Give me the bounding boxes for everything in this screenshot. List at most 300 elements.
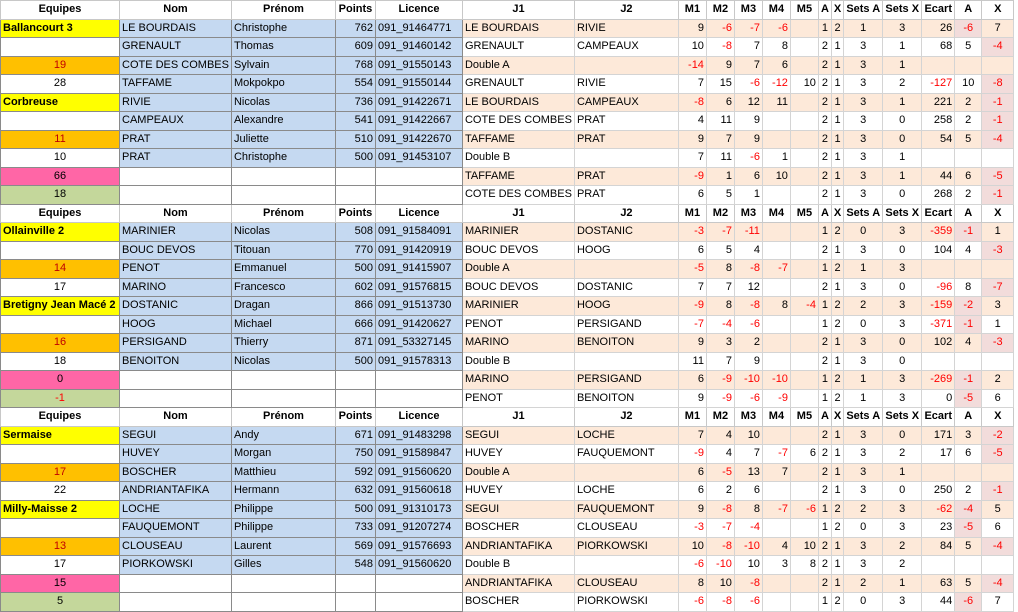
ecart-cell[interactable]: 0 <box>922 389 955 408</box>
j2-cell[interactable]: PIORKOWSKI <box>574 593 678 612</box>
result-x-cell[interactable]: -1 <box>982 93 1014 112</box>
set-score-cell[interactable]: -8 <box>706 38 734 57</box>
column-header[interactable]: M1 <box>678 204 706 223</box>
j1-cell[interactable]: COTE DES COMBES <box>462 112 574 131</box>
set-score-cell[interactable]: -6 <box>734 75 762 94</box>
points-cell[interactable]: 871 <box>335 334 375 353</box>
j2-cell[interactable]: BENOITON <box>574 389 678 408</box>
j1-cell[interactable]: PENOT <box>462 315 574 334</box>
result-x-cell[interactable]: -4 <box>982 574 1014 593</box>
j2-cell[interactable]: PERSIGAND <box>574 371 678 390</box>
set-score-cell[interactable]: 3 <box>706 334 734 353</box>
prenom-cell[interactable]: Michael <box>231 315 335 334</box>
team-cell[interactable] <box>1 241 120 260</box>
set-score-cell[interactable]: 12 <box>734 93 762 112</box>
sets-x-cell[interactable]: 3 <box>883 223 922 242</box>
j2-cell[interactable] <box>574 260 678 279</box>
team-cell[interactable] <box>1 112 120 131</box>
x-cell[interactable]: 1 <box>831 241 843 260</box>
ecart-cell[interactable]: 26 <box>922 19 955 38</box>
team-cell[interactable]: 22 <box>1 482 120 501</box>
column-header[interactable]: J1 <box>462 408 574 427</box>
x-cell[interactable]: 2 <box>831 297 843 316</box>
j1-cell[interactable]: GRENAULT <box>462 75 574 94</box>
nom-cell[interactable]: HUVEY <box>120 445 232 464</box>
set-score-cell[interactable]: 9 <box>678 130 706 149</box>
team-cell[interactable] <box>1 315 120 334</box>
j1-cell[interactable]: MARINO <box>462 371 574 390</box>
column-header[interactable]: A <box>955 408 982 427</box>
sets-x-cell[interactable]: 1 <box>883 463 922 482</box>
set-score-cell[interactable]: 7 <box>678 149 706 168</box>
licence-cell[interactable]: 091_91420919 <box>375 241 462 260</box>
points-cell[interactable]: 733 <box>335 519 375 538</box>
set-score-cell[interactable]: 4 <box>734 241 762 260</box>
points-cell[interactable]: 500 <box>335 260 375 279</box>
points-cell[interactable]: 500 <box>335 352 375 371</box>
sets-x-cell[interactable]: 3 <box>883 371 922 390</box>
prenom-cell[interactable]: Morgan <box>231 445 335 464</box>
sets-x-cell[interactable]: 0 <box>883 352 922 371</box>
prenom-cell[interactable]: Alexandre <box>231 112 335 131</box>
column-header[interactable]: Ecart <box>922 1 955 20</box>
column-header[interactable]: Licence <box>375 1 462 20</box>
column-header[interactable]: X <box>982 408 1014 427</box>
set-score-cell[interactable]: -10 <box>762 371 790 390</box>
points-cell[interactable] <box>335 186 375 205</box>
set-score-cell[interactable] <box>790 260 818 279</box>
set-score-cell[interactable]: 6 <box>678 463 706 482</box>
ecart-cell[interactable] <box>922 149 955 168</box>
set-score-cell[interactable]: -7 <box>762 260 790 279</box>
a-cell[interactable]: 2 <box>818 38 831 57</box>
set-score-cell[interactable]: 9 <box>678 334 706 353</box>
sets-x-cell[interactable]: 0 <box>883 186 922 205</box>
result-x-cell[interactable]: -1 <box>982 482 1014 501</box>
a-cell[interactable]: 2 <box>818 241 831 260</box>
j2-cell[interactable]: HOOG <box>574 297 678 316</box>
set-score-cell[interactable]: 8 <box>762 297 790 316</box>
x-cell[interactable]: 2 <box>831 223 843 242</box>
ecart-cell[interactable]: -371 <box>922 315 955 334</box>
j2-cell[interactable]: CLOUSEAU <box>574 519 678 538</box>
a-cell[interactable]: 2 <box>818 167 831 186</box>
j1-cell[interactable]: Double B <box>462 149 574 168</box>
set-score-cell[interactable]: 9 <box>706 56 734 75</box>
result-x-cell[interactable] <box>982 260 1014 279</box>
licence-cell[interactable]: 091_91483298 <box>375 426 462 445</box>
set-score-cell[interactable]: 8 <box>762 38 790 57</box>
ecart-cell[interactable]: 68 <box>922 38 955 57</box>
prenom-cell[interactable]: Sylvain <box>231 56 335 75</box>
sets-a-cell[interactable]: 2 <box>844 297 883 316</box>
result-x-cell[interactable]: -3 <box>982 241 1014 260</box>
team-cell[interactable]: 10 <box>1 149 120 168</box>
result-a-cell[interactable]: 8 <box>955 278 982 297</box>
prenom-cell[interactable]: Nicolas <box>231 352 335 371</box>
column-header[interactable]: M1 <box>678 1 706 20</box>
points-cell[interactable]: 569 <box>335 537 375 556</box>
column-header[interactable]: X <box>831 408 843 427</box>
licence-cell[interactable]: 091_91560620 <box>375 463 462 482</box>
sets-x-cell[interactable]: 1 <box>883 574 922 593</box>
team-cell[interactable]: 16 <box>1 334 120 353</box>
ecart-cell[interactable]: -62 <box>922 500 955 519</box>
set-score-cell[interactable]: -10 <box>734 537 762 556</box>
sets-a-cell[interactable]: 3 <box>844 278 883 297</box>
team-cell[interactable]: Corbreuse <box>1 93 120 112</box>
set-score-cell[interactable]: -9 <box>678 445 706 464</box>
licence-cell[interactable]: 091_91578313 <box>375 352 462 371</box>
sets-x-cell[interactable]: 3 <box>883 260 922 279</box>
set-score-cell[interactable]: -6 <box>790 500 818 519</box>
column-header[interactable]: X <box>982 204 1014 223</box>
set-score-cell[interactable] <box>790 19 818 38</box>
licence-cell[interactable] <box>375 186 462 205</box>
licence-cell[interactable]: 091_91460142 <box>375 38 462 57</box>
set-score-cell[interactable] <box>762 241 790 260</box>
j1-cell[interactable]: MARINIER <box>462 223 574 242</box>
points-cell[interactable]: 500 <box>335 149 375 168</box>
j2-cell[interactable]: CAMPEAUX <box>574 38 678 57</box>
result-x-cell[interactable]: -3 <box>982 334 1014 353</box>
column-header[interactable]: M4 <box>762 204 790 223</box>
ecart-cell[interactable] <box>922 556 955 575</box>
sets-x-cell[interactable]: 3 <box>883 500 922 519</box>
column-header[interactable]: M2 <box>706 1 734 20</box>
a-cell[interactable]: 1 <box>818 19 831 38</box>
sets-x-cell[interactable]: 3 <box>883 19 922 38</box>
result-x-cell[interactable]: -1 <box>982 186 1014 205</box>
j1-cell[interactable]: COTE DES COMBES <box>462 186 574 205</box>
points-cell[interactable] <box>335 593 375 612</box>
ecart-cell[interactable] <box>922 260 955 279</box>
j1-cell[interactable]: BOUC DEVOS <box>462 241 574 260</box>
result-a-cell[interactable]: 5 <box>955 130 982 149</box>
set-score-cell[interactable] <box>790 315 818 334</box>
sets-a-cell[interactable]: 3 <box>844 556 883 575</box>
set-score-cell[interactable]: 8 <box>706 297 734 316</box>
nom-cell[interactable] <box>120 593 232 612</box>
prenom-cell[interactable]: Andy <box>231 426 335 445</box>
set-score-cell[interactable]: 6 <box>678 186 706 205</box>
a-cell[interactable]: 2 <box>818 334 831 353</box>
column-header[interactable]: M5 <box>790 1 818 20</box>
result-a-cell[interactable] <box>955 463 982 482</box>
set-score-cell[interactable]: 7 <box>678 75 706 94</box>
set-score-cell[interactable] <box>790 334 818 353</box>
set-score-cell[interactable] <box>790 426 818 445</box>
j1-cell[interactable]: Double A <box>462 463 574 482</box>
nom-cell[interactable] <box>120 574 232 593</box>
sets-x-cell[interactable]: 2 <box>883 537 922 556</box>
set-score-cell[interactable]: 2 <box>706 482 734 501</box>
column-header[interactable]: Sets A <box>844 204 883 223</box>
team-cell[interactable]: Sermaise <box>1 426 120 445</box>
j1-cell[interactable]: TAFFAME <box>462 130 574 149</box>
a-cell[interactable]: 2 <box>818 75 831 94</box>
result-x-cell[interactable]: -8 <box>982 75 1014 94</box>
result-a-cell[interactable]: -4 <box>955 500 982 519</box>
nom-cell[interactable]: PERSIGAND <box>120 334 232 353</box>
column-header[interactable]: M2 <box>706 204 734 223</box>
licence-cell[interactable]: 091_91513730 <box>375 297 462 316</box>
sets-x-cell[interactable]: 0 <box>883 241 922 260</box>
ecart-cell[interactable] <box>922 352 955 371</box>
column-header[interactable]: A <box>818 408 831 427</box>
result-a-cell[interactable]: 3 <box>955 426 982 445</box>
set-score-cell[interactable] <box>790 223 818 242</box>
set-score-cell[interactable]: -3 <box>678 519 706 538</box>
sets-x-cell[interactable]: 2 <box>883 445 922 464</box>
x-cell[interactable]: 1 <box>831 334 843 353</box>
set-score-cell[interactable] <box>790 574 818 593</box>
sets-a-cell[interactable]: 3 <box>844 38 883 57</box>
nom-cell[interactable]: TAFFAME <box>120 75 232 94</box>
set-score-cell[interactable]: 12 <box>734 278 762 297</box>
set-score-cell[interactable] <box>790 241 818 260</box>
licence-cell[interactable]: 091_91589847 <box>375 445 462 464</box>
a-cell[interactable]: 1 <box>818 371 831 390</box>
licence-cell[interactable]: 091_91464771 <box>375 19 462 38</box>
a-cell[interactable]: 1 <box>818 260 831 279</box>
sets-a-cell[interactable]: 1 <box>844 371 883 390</box>
j2-cell[interactable]: LOCHE <box>574 426 678 445</box>
nom-cell[interactable] <box>120 389 232 408</box>
set-score-cell[interactable]: -8 <box>734 574 762 593</box>
sets-a-cell[interactable]: 3 <box>844 112 883 131</box>
set-score-cell[interactable]: -8 <box>734 260 762 279</box>
set-score-cell[interactable]: -9 <box>678 297 706 316</box>
set-score-cell[interactable]: -8 <box>678 93 706 112</box>
ecart-cell[interactable]: -159 <box>922 297 955 316</box>
set-score-cell[interactable]: -11 <box>734 223 762 242</box>
a-cell[interactable]: 1 <box>818 297 831 316</box>
nom-cell[interactable]: RIVIE <box>120 93 232 112</box>
column-header[interactable]: X <box>831 204 843 223</box>
x-cell[interactable]: 2 <box>831 19 843 38</box>
ecart-cell[interactable] <box>922 56 955 75</box>
prenom-cell[interactable] <box>231 167 335 186</box>
column-header[interactable]: Sets A <box>844 1 883 20</box>
set-score-cell[interactable]: -7 <box>762 500 790 519</box>
set-score-cell[interactable]: 11 <box>762 93 790 112</box>
a-cell[interactable]: 2 <box>818 112 831 131</box>
set-score-cell[interactable]: -6 <box>734 149 762 168</box>
set-score-cell[interactable] <box>762 352 790 371</box>
j2-cell[interactable]: RIVIE <box>574 19 678 38</box>
column-header[interactable]: M3 <box>734 204 762 223</box>
set-score-cell[interactable]: 15 <box>706 75 734 94</box>
licence-cell[interactable] <box>375 593 462 612</box>
sets-a-cell[interactable]: 3 <box>844 167 883 186</box>
result-a-cell[interactable]: -1 <box>955 315 982 334</box>
j1-cell[interactable]: SEGUI <box>462 426 574 445</box>
set-score-cell[interactable]: -10 <box>734 371 762 390</box>
ecart-cell[interactable]: 102 <box>922 334 955 353</box>
sets-x-cell[interactable]: 0 <box>883 112 922 131</box>
column-header[interactable]: M3 <box>734 408 762 427</box>
team-cell[interactable] <box>1 38 120 57</box>
prenom-cell[interactable] <box>231 389 335 408</box>
sets-x-cell[interactable]: 3 <box>883 297 922 316</box>
j2-cell[interactable]: PIORKOWSKI <box>574 537 678 556</box>
sets-a-cell[interactable]: 3 <box>844 130 883 149</box>
j1-cell[interactable]: Double A <box>462 260 574 279</box>
licence-cell[interactable]: 091_91415907 <box>375 260 462 279</box>
nom-cell[interactable]: MARINO <box>120 278 232 297</box>
x-cell[interactable]: 1 <box>831 482 843 501</box>
team-cell[interactable]: Ballancourt 3 <box>1 19 120 38</box>
set-score-cell[interactable]: 8 <box>734 500 762 519</box>
prenom-cell[interactable] <box>231 593 335 612</box>
x-cell[interactable]: 2 <box>831 389 843 408</box>
x-cell[interactable]: 1 <box>831 149 843 168</box>
set-score-cell[interactable]: 7 <box>734 38 762 57</box>
j2-cell[interactable]: RIVIE <box>574 75 678 94</box>
sets-a-cell[interactable]: 3 <box>844 463 883 482</box>
sets-a-cell[interactable]: 3 <box>844 93 883 112</box>
set-score-cell[interactable] <box>762 278 790 297</box>
x-cell[interactable]: 1 <box>831 574 843 593</box>
column-header[interactable]: M1 <box>678 408 706 427</box>
sets-x-cell[interactable]: 1 <box>883 56 922 75</box>
sets-a-cell[interactable]: 0 <box>844 519 883 538</box>
a-cell[interactable]: 2 <box>818 352 831 371</box>
set-score-cell[interactable]: 10 <box>734 426 762 445</box>
x-cell[interactable]: 1 <box>831 445 843 464</box>
result-x-cell[interactable]: -4 <box>982 537 1014 556</box>
set-score-cell[interactable]: -7 <box>678 315 706 334</box>
column-header[interactable]: Ecart <box>922 204 955 223</box>
set-score-cell[interactable]: 7 <box>706 130 734 149</box>
set-score-cell[interactable] <box>790 38 818 57</box>
result-x-cell[interactable] <box>982 556 1014 575</box>
column-header[interactable]: Prénom <box>231 408 335 427</box>
set-score-cell[interactable]: 11 <box>706 149 734 168</box>
set-score-cell[interactable]: 9 <box>734 112 762 131</box>
ecart-cell[interactable] <box>922 463 955 482</box>
result-x-cell[interactable]: 1 <box>982 223 1014 242</box>
sets-x-cell[interactable]: 3 <box>883 315 922 334</box>
set-score-cell[interactable] <box>762 574 790 593</box>
column-header[interactable]: M2 <box>706 408 734 427</box>
a-cell[interactable]: 2 <box>818 149 831 168</box>
sets-a-cell[interactable]: 3 <box>844 241 883 260</box>
column-header[interactable]: Ecart <box>922 408 955 427</box>
licence-cell[interactable]: 091_91560620 <box>375 556 462 575</box>
a-cell[interactable]: 2 <box>818 445 831 464</box>
set-score-cell[interactable]: -7 <box>762 445 790 464</box>
x-cell[interactable]: 1 <box>831 556 843 575</box>
result-x-cell[interactable]: -5 <box>982 167 1014 186</box>
column-header[interactable]: Sets X <box>883 1 922 20</box>
result-a-cell[interactable]: -6 <box>955 19 982 38</box>
set-score-cell[interactable] <box>762 130 790 149</box>
j2-cell[interactable]: FAUQUEMONT <box>574 500 678 519</box>
set-score-cell[interactable]: -7 <box>706 519 734 538</box>
team-cell[interactable]: 17 <box>1 278 120 297</box>
result-a-cell[interactable]: 5 <box>955 537 982 556</box>
j1-cell[interactable]: MARINIER <box>462 297 574 316</box>
set-score-cell[interactable]: -6 <box>678 593 706 612</box>
licence-cell[interactable]: 091_91550144 <box>375 75 462 94</box>
set-score-cell[interactable]: 6 <box>678 241 706 260</box>
column-header[interactable]: A <box>818 1 831 20</box>
ecart-cell[interactable]: 250 <box>922 482 955 501</box>
points-cell[interactable]: 541 <box>335 112 375 131</box>
set-score-cell[interactable]: 4 <box>762 537 790 556</box>
j1-cell[interactable]: GRENAULT <box>462 38 574 57</box>
result-a-cell[interactable]: 5 <box>955 574 982 593</box>
column-header[interactable]: Nom <box>120 204 232 223</box>
team-cell[interactable] <box>1 519 120 538</box>
j2-cell[interactable] <box>574 556 678 575</box>
j2-cell[interactable]: PERSIGAND <box>574 315 678 334</box>
points-cell[interactable]: 666 <box>335 315 375 334</box>
j1-cell[interactable]: TAFFAME <box>462 167 574 186</box>
set-score-cell[interactable]: -9 <box>706 389 734 408</box>
set-score-cell[interactable]: 4 <box>678 112 706 131</box>
result-x-cell[interactable]: 5 <box>982 500 1014 519</box>
j1-cell[interactable]: BOSCHER <box>462 519 574 538</box>
a-cell[interactable]: 1 <box>818 389 831 408</box>
sets-a-cell[interactable]: 1 <box>844 389 883 408</box>
j2-cell[interactable] <box>574 56 678 75</box>
ecart-cell[interactable]: -269 <box>922 371 955 390</box>
team-cell[interactable]: 19 <box>1 56 120 75</box>
j1-cell[interactable]: HUVEY <box>462 482 574 501</box>
team-cell[interactable]: 14 <box>1 260 120 279</box>
team-cell[interactable]: 13 <box>1 537 120 556</box>
set-score-cell[interactable]: 10 <box>678 537 706 556</box>
set-score-cell[interactable]: 9 <box>678 500 706 519</box>
result-a-cell[interactable]: 2 <box>955 482 982 501</box>
set-score-cell[interactable]: 9 <box>734 352 762 371</box>
nom-cell[interactable]: ANDRIANTAFIKA <box>120 482 232 501</box>
a-cell[interactable]: 2 <box>818 130 831 149</box>
nom-cell[interactable] <box>120 167 232 186</box>
set-score-cell[interactable]: -8 <box>706 593 734 612</box>
ecart-cell[interactable]: 17 <box>922 445 955 464</box>
set-score-cell[interactable]: 7 <box>762 463 790 482</box>
set-score-cell[interactable]: -6 <box>678 556 706 575</box>
sets-x-cell[interactable]: 0 <box>883 334 922 353</box>
set-score-cell[interactable] <box>762 186 790 205</box>
column-header[interactable]: M3 <box>734 1 762 20</box>
team-cell[interactable]: -1 <box>1 389 120 408</box>
j1-cell[interactable]: Double B <box>462 352 574 371</box>
j2-cell[interactable] <box>574 352 678 371</box>
a-cell[interactable]: 2 <box>818 426 831 445</box>
set-score-cell[interactable]: 6 <box>762 56 790 75</box>
points-cell[interactable]: 671 <box>335 426 375 445</box>
j1-cell[interactable]: HUVEY <box>462 445 574 464</box>
x-cell[interactable]: 1 <box>831 463 843 482</box>
team-cell[interactable]: Ollainville 2 <box>1 223 120 242</box>
j1-cell[interactable]: MARINO <box>462 334 574 353</box>
column-header[interactable]: Prénom <box>231 1 335 20</box>
j2-cell[interactable]: PRAT <box>574 130 678 149</box>
licence-cell[interactable]: 091_91207274 <box>375 519 462 538</box>
sets-a-cell[interactable]: 0 <box>844 593 883 612</box>
team-cell[interactable]: 18 <box>1 352 120 371</box>
points-cell[interactable]: 609 <box>335 38 375 57</box>
licence-cell[interactable]: 091_91420627 <box>375 315 462 334</box>
x-cell[interactable]: 1 <box>831 426 843 445</box>
prenom-cell[interactable]: Thomas <box>231 38 335 57</box>
set-score-cell[interactable]: 8 <box>678 574 706 593</box>
